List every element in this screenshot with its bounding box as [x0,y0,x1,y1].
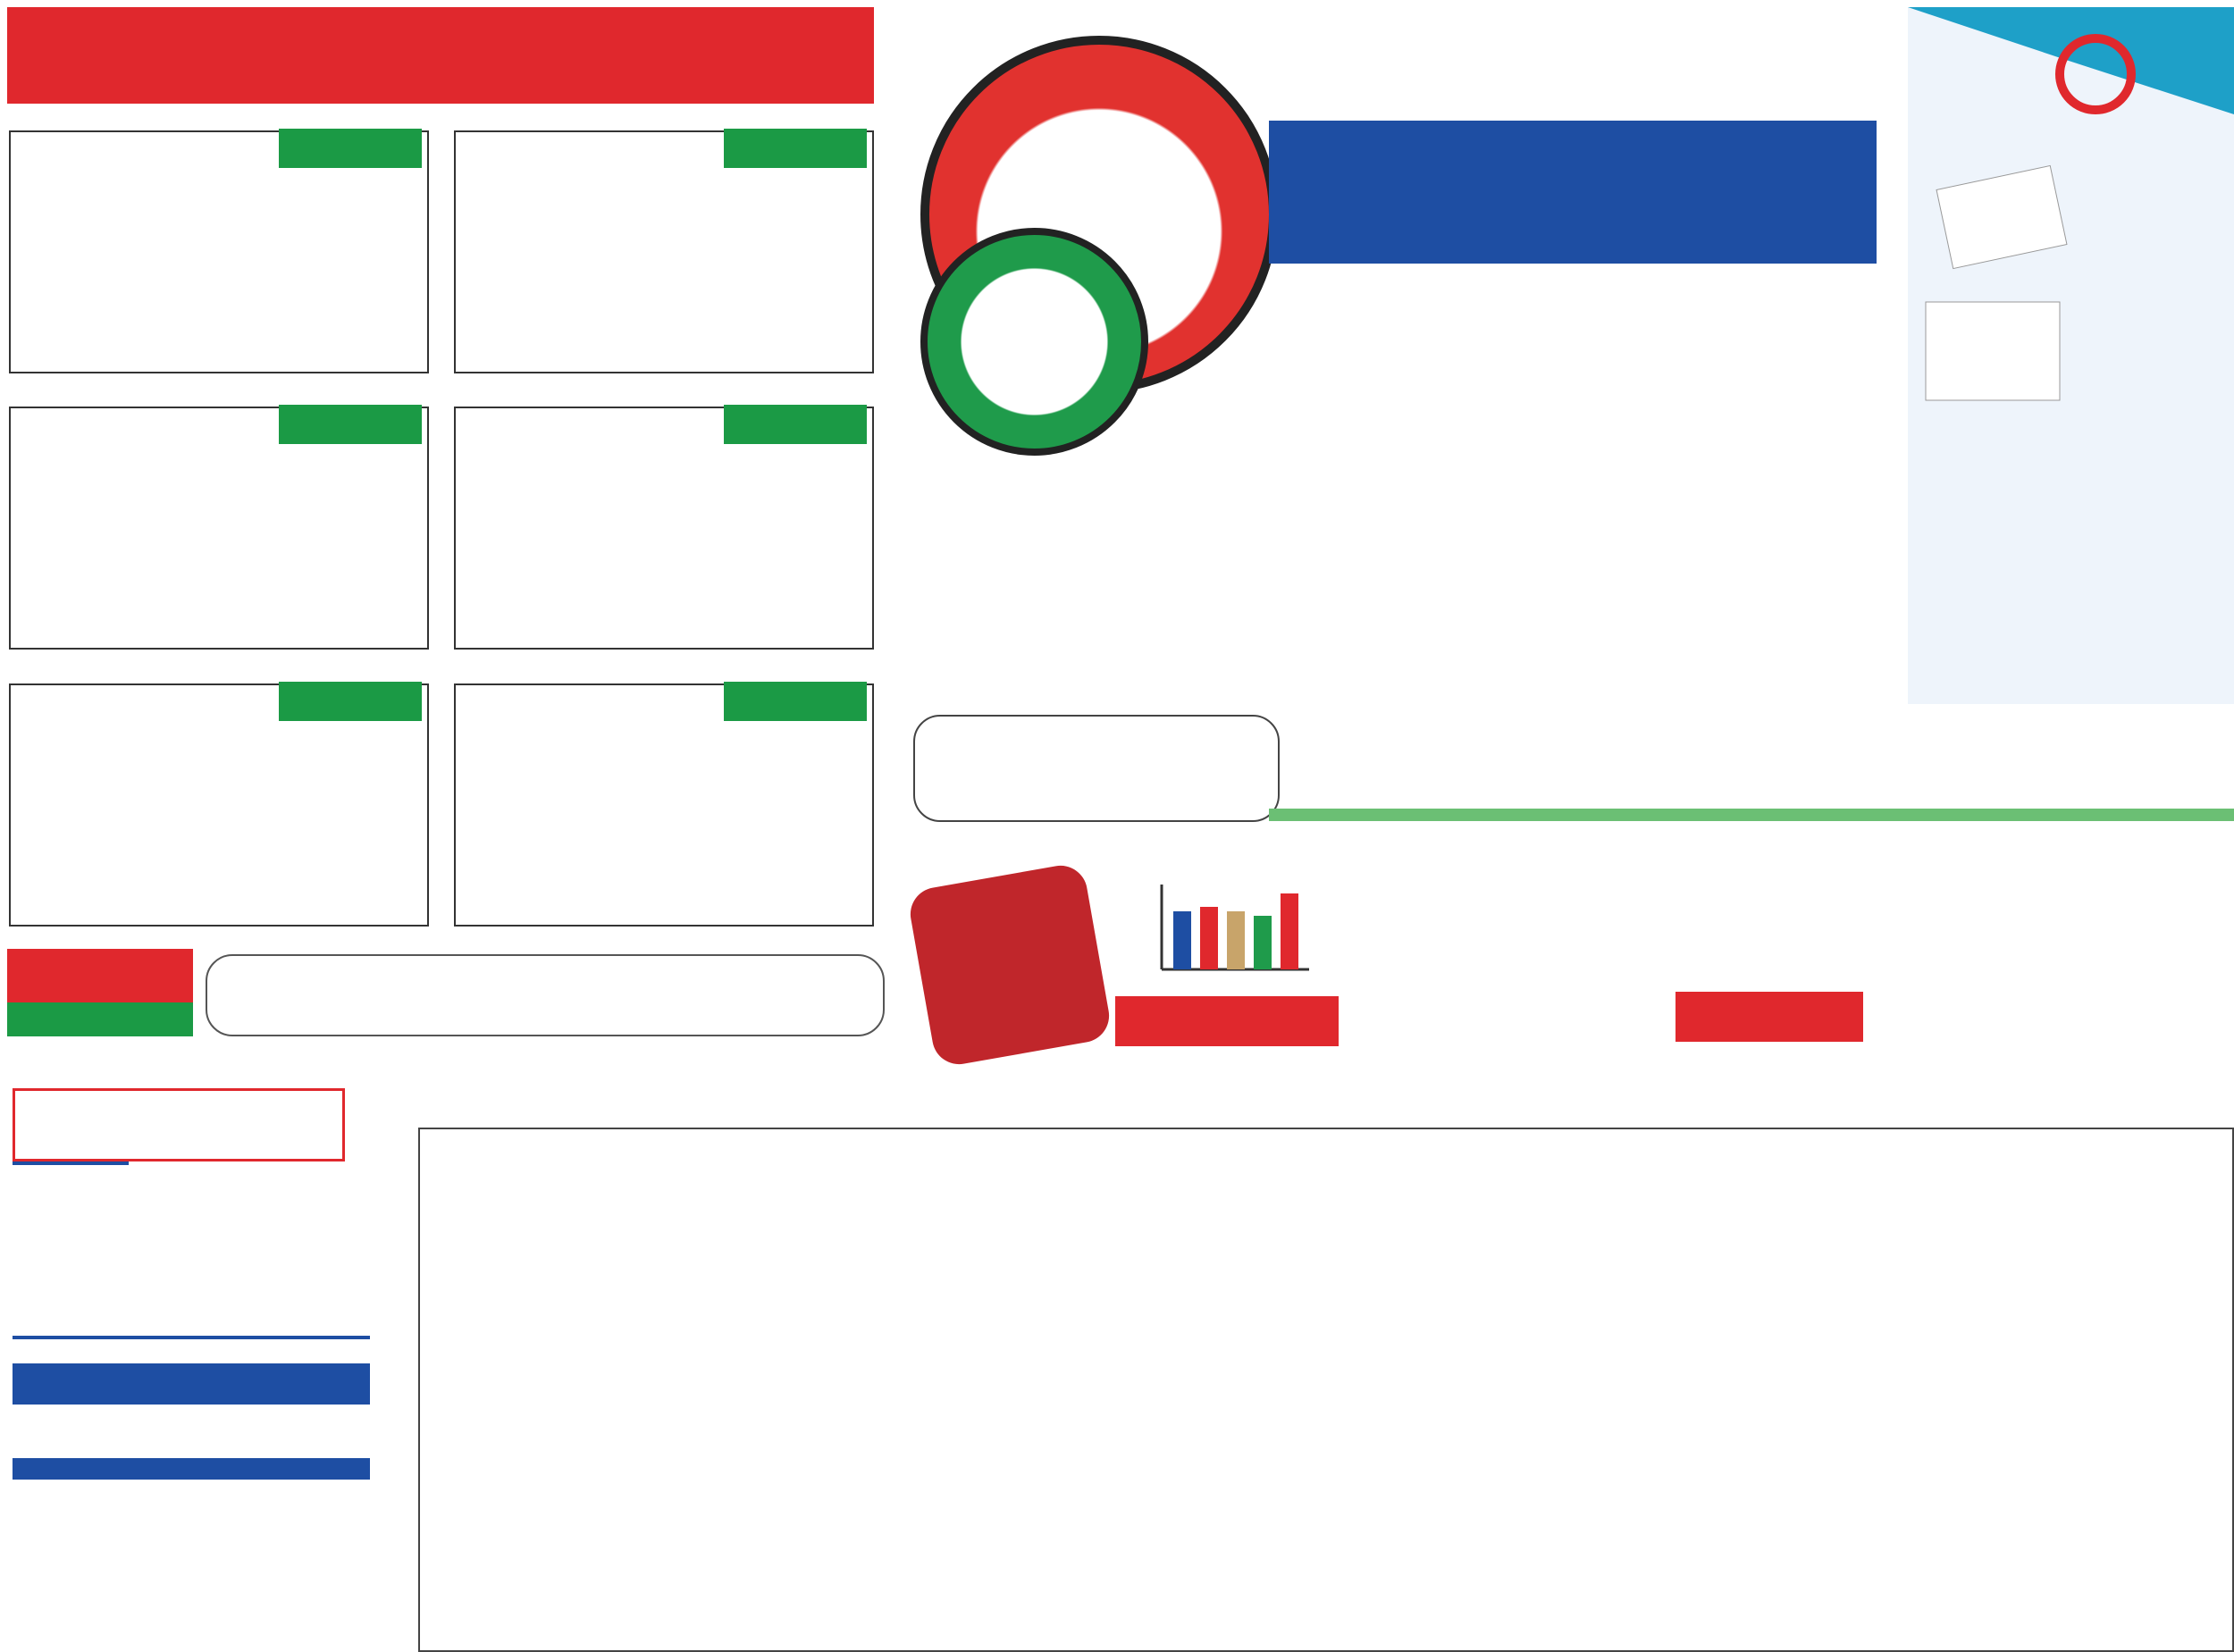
big-ball-11 [920,228,1148,456]
tip-card [9,683,429,927]
tip-tag [724,405,867,444]
tip-tag [279,129,422,168]
rules-panel [13,1161,370,1165]
main-picks-label [1115,996,1339,1046]
tip-card [9,130,429,373]
results-grid [418,1128,2234,1652]
provider-balls [876,1077,2002,1126]
headline [1269,121,1877,264]
tip-number [269,732,391,919]
sub-pick-balls [1939,965,2234,1036]
lucky-numbers [7,949,883,1040]
color-legend [13,1336,370,1339]
tip-number [714,732,836,919]
prize-table [13,1458,370,1480]
prize-col [13,1458,131,1480]
tip-card [454,407,874,650]
ticket-icon [1926,302,2060,400]
sub-picks-label [1676,992,1863,1042]
tip-tag [724,682,867,721]
draw-header [13,1363,370,1405]
tip-number [714,179,836,366]
results-grid-svg [420,1129,2234,1652]
divider [1269,809,2234,821]
draw-balls [13,1408,388,1456]
tip-tag [279,682,422,721]
tip-tag [724,129,867,168]
fire-logo [906,861,1113,1069]
prize-col [131,1458,250,1480]
summary-box [913,715,1280,822]
ticket-icon [1936,165,2067,268]
tip-card [9,407,429,650]
fire-logo-text [911,888,1087,919]
lucky-sublabel [7,1002,193,1036]
tip-number [714,455,836,642]
prize-col [251,1458,370,1480]
tip-number [269,455,391,642]
bar-icon [1157,880,1314,974]
top-banner [7,7,874,104]
lucky-label [7,949,193,1002]
tip-tag [279,405,422,444]
main-pick-balls [1394,965,1653,1036]
tip-number [269,179,391,366]
rules-head [13,1161,129,1165]
tip-card [454,683,874,927]
right-banner-balls [1935,456,2095,706]
tip-card [454,130,874,373]
treasure-map-title [13,1088,345,1161]
lucky-ball-box [206,954,885,1036]
